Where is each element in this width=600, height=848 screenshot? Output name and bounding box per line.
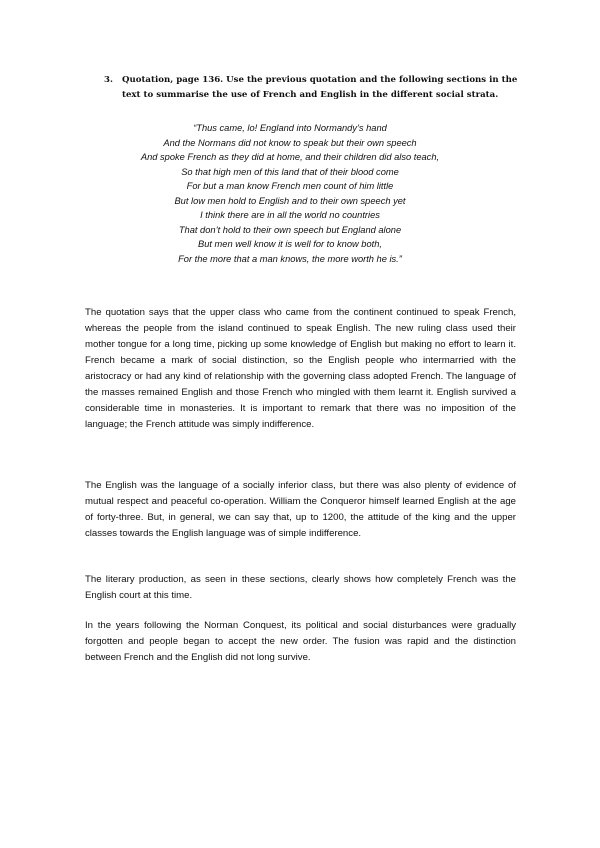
quotation-line: So that high men of this land that of their blood come: [181, 166, 399, 177]
quotation-line: That don’t hold to their own speech but England alone: [178, 224, 402, 235]
quotation-line: I think there are in all the world no countries: [200, 210, 380, 220]
quotation-line: And the Normans did not know to speak but their own speech: [163, 137, 417, 148]
answer-paragraph: The quotation says that the upper class who came from the continent continued to speak French, whereas the people from the island continued to speak English. The new ruling class used their mother tongue for a long time, picking up some knowledge of English but making no effort to learn it. French became a mark of social distinction, so the English people who intermarried with the aristocracy or had any kind of relationship with the governing class adopted French. The language of the masses remained English and those French who mingled with them learnt it. English survived a considerable time in monasteries. It is important to remark that there was no imposition of the language; the French attitude was simply indifference.: [85, 307, 516, 430]
answer-paragraph: The English was the language of a socially inferior class, but there was also plenty of evidence of mutual respect and peaceful co-operation. William the Conqueror himself learned English at the age of forty-three. But, in general, we can say that, up to 1200, the attitude of the king and the upper classes towards the English language was of simple indifference.: [85, 480, 516, 539]
answer-paragraph: The literary production, as seen in these sections, clearly shows how completely French was the English court at this time.: [85, 574, 516, 601]
quotation-line: “Thus came, lo! England into Normandy’s hand: [193, 123, 387, 133]
question-heading: [104, 73, 524, 103]
answer-paragraph: In the years following the Norman Conquest, its political and social disturbances were gradually forgotten and people began to accept the new order. The fusion was rapid and the distinction between French and the English did not long survive.: [85, 620, 516, 663]
quotation-line: But low men hold to English and to their own speech yet: [174, 195, 406, 206]
quotation-block: [110, 121, 470, 266]
quotation-line: But men well know it is well for to know both,: [198, 239, 382, 249]
quotation-line: For but a man know French men count of him little: [186, 181, 394, 191]
quotation-line: For the more that a man knows, the more worth he is.”: [178, 253, 402, 264]
question-number: 3.: [104, 75, 113, 85]
quotation-line: And spoke French as they did at home, and their children did also teach,: [140, 152, 440, 162]
question-text: Quotation, page 136. Use the previous quotation and the following sections in the text to summarise the use of French and English in the different social strata.: [122, 75, 518, 100]
